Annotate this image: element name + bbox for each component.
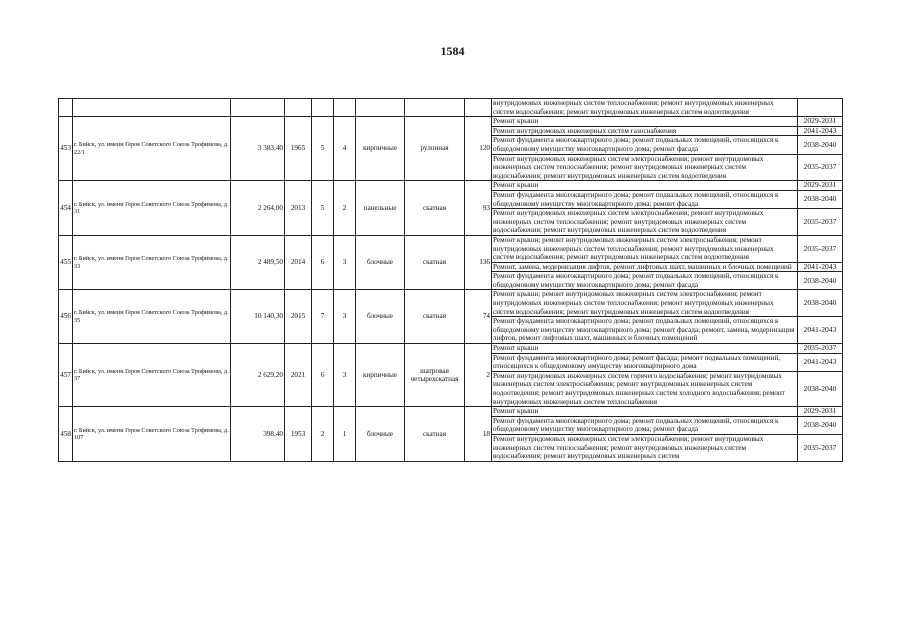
roof-cell: скатная bbox=[405, 181, 465, 236]
work-period-cell: 2038-2040 bbox=[798, 371, 843, 406]
floors-cell: 2 bbox=[312, 407, 334, 462]
apartments-cell: 18 bbox=[465, 407, 492, 462]
work-cell: внутридомовых инженерных систем теплоснабжения; ремонт внутридомовых инженерных систем водоснабжения; ремонт внутридомовых инженерных систем водоотведения bbox=[492, 99, 798, 117]
area-cell: 2 489,50 bbox=[231, 235, 285, 290]
work-period-cell: 2029-2031 bbox=[798, 181, 843, 191]
work-period-cell: 2041-2043 bbox=[798, 317, 843, 344]
entrances-cell: 1 bbox=[334, 407, 356, 462]
area-cell bbox=[231, 99, 285, 117]
roof-cell: скатная bbox=[405, 290, 465, 344]
entrances-cell: 3 bbox=[334, 344, 356, 407]
work-description-cell: Ремонт фундамента многоквартирного дома; ремонт подвальных помещений, относящихся к общедомовому имуществу многоквартирного дома; ремонт фасада bbox=[492, 416, 798, 434]
year-cell: 1953 bbox=[285, 407, 312, 462]
house-number-cell: 453 bbox=[59, 117, 73, 181]
work-period-cell: 2035-2037 bbox=[798, 344, 843, 354]
work-period-cell: 2029-2031 bbox=[798, 407, 843, 417]
walls-cell: блочные bbox=[356, 290, 405, 344]
work-description-cell: Ремонт фундамента многоквартирного дома; ремонт фасада; ремонт подвальных помещений, относящихся к общедомовому имуществу многоквартирного дома bbox=[492, 353, 798, 371]
floors-cell: 6 bbox=[312, 344, 334, 407]
work-period-cell: 2035-2037 bbox=[798, 209, 843, 236]
work-description-cell: Ремонт крыши bbox=[492, 117, 798, 127]
period-cell bbox=[798, 99, 843, 117]
address-cell: г. Бийск, ул. имени Героя Советского Союза Трофимова, д. 22/1 bbox=[73, 117, 231, 181]
work-period-cell: 2035-2037 bbox=[798, 434, 843, 461]
house-number-cell: 457 bbox=[59, 344, 73, 407]
area-cell: 398,40 bbox=[231, 407, 285, 462]
area-cell: 3 383,40 bbox=[231, 117, 285, 181]
house-number-cell: 458 bbox=[59, 407, 73, 462]
roof-cell: рулонная bbox=[405, 117, 465, 181]
address-cell: г. Бийск, ул. имени Героя Советского Союза Трофимова, д. 33 bbox=[73, 235, 231, 290]
work-description-cell: Ремонт внутридомовых инженерных систем газоснабжения bbox=[492, 126, 798, 136]
year-cell: 2013 bbox=[285, 181, 312, 236]
work-description-cell: Ремонт крыши; ремонт внутридомовых инженерных систем электроснабжения; ремонт внутридомовых инженерных систем теплоснабжения; ремонт внутридомовых инженерных систем водоснабжения; ремонт внутридомовых инженерных систем водоотведения bbox=[492, 290, 798, 317]
apartments-cell: 74 bbox=[465, 290, 492, 344]
walls-cell: панельные bbox=[356, 181, 405, 236]
apartments-cell: 136 bbox=[465, 235, 492, 290]
entrances-cell: 4 bbox=[334, 117, 356, 181]
roof-cell bbox=[405, 99, 465, 117]
work-description-cell: Ремонт крыши bbox=[492, 407, 798, 417]
year-cell: 2015 bbox=[285, 290, 312, 344]
roof-cell: скатная bbox=[405, 235, 465, 290]
work-period-cell: 2035-2037 bbox=[798, 154, 843, 181]
work-description-cell: Ремонт внутридомовых инженерных систем электроснабжения; ремонт внутридомовых инженерных систем теплоснабжения; ремонт внутридомовых инженерных систем водоснабжения; ремонт внутридомовых инженерных систем водоотведения bbox=[492, 154, 798, 181]
address-cell: г. Бийск, ул. имени Героя Советского Союза Трофимова, д. 31 bbox=[73, 181, 231, 236]
area-cell: 10 140,30 bbox=[231, 290, 285, 344]
floors-cell: 5 bbox=[312, 117, 334, 181]
work-period-cell: 2038-2040 bbox=[798, 272, 843, 290]
entrances-cell: 3 bbox=[334, 290, 356, 344]
continuation-row bbox=[59, 99, 843, 117]
roof-cell: шатровая четырехскатная bbox=[405, 344, 465, 407]
work-period-cell: 2038-2040 bbox=[798, 190, 843, 208]
address-cell: г. Бийск, ул. имени Героя Советского Союза Трофимова, д. 107 bbox=[73, 407, 231, 462]
apartments-cell: 120 bbox=[465, 117, 492, 181]
apartments-cell: 93 bbox=[465, 181, 492, 236]
floors-cell bbox=[312, 99, 334, 117]
address-cell bbox=[73, 99, 231, 117]
floors-cell: 5 bbox=[312, 181, 334, 236]
work-period-cell: 2041-2043 bbox=[798, 262, 843, 272]
work-period-cell: 2041-2043 bbox=[798, 126, 843, 136]
work-description-cell: Ремонт крыши bbox=[492, 181, 798, 191]
entrances-cell: 2 bbox=[334, 181, 356, 236]
work-description-cell: Ремонт фундамента многоквартирного дома; ремонт подвальных помещений, относящихся к общедомовому имуществу многоквартирного дома; ремонт фасада bbox=[492, 272, 798, 290]
work-description-cell: Ремонт внутридомовых инженерных систем электроснабжения; ремонт внутридомовых инженерных систем теплоснабжения; ремонт внутридомовых инженерных систем водоснабжения; ремонт внутридомовых инженерных систем водоотведения bbox=[492, 209, 798, 236]
work-period-cell: 2029-2031 bbox=[798, 117, 843, 127]
walls-cell: блочные bbox=[356, 407, 405, 462]
work-description-cell: Ремонт фундамента многоквартирного дома; ремонт подвальных помещений, относящихся к общедомовому имуществу многоквартирного дома; ремонт фасада; ремонт, замена, модернизация лифтов, ремонт лифтовых шахт, машинных и блочных помещений bbox=[492, 317, 798, 344]
work-description-cell: Ремонт фундамента многоквартирного дома; ремонт подвальных помещений, относящихся к общедомовому имуществу многоквартирного дома; ремонт фасада bbox=[492, 190, 798, 208]
area-cell: 2 264,00 bbox=[231, 181, 285, 236]
year-cell bbox=[285, 99, 312, 117]
work-period-cell: 2038-2040 bbox=[798, 136, 843, 154]
repair-program-table bbox=[58, 98, 843, 462]
work-period-cell: 2035-2037 bbox=[798, 235, 843, 262]
work-description-cell: Ремонт внутридомовых инженерных систем горячего водоснабжения; ремонт внутридомовых инженерных систем электроснабжения; ремонт внутридомовых инженерных систем водоотведения; ремонт внутридомовых инженерных систем холодного водоснабжения; ремонт внутридомовых инженерных систем теплоснабжения bbox=[492, 371, 798, 406]
work-period-cell: 2038-2040 bbox=[798, 290, 843, 317]
house-number-cell: 455 bbox=[59, 235, 73, 290]
work-description-cell: Ремонт крыши bbox=[492, 344, 798, 354]
table-row bbox=[59, 407, 843, 417]
work-period-cell: 2041-2043 bbox=[798, 353, 843, 371]
table-row bbox=[59, 344, 843, 354]
area-cell: 2 629,20 bbox=[231, 344, 285, 407]
page-number: 1584 bbox=[440, 44, 465, 58]
floors-cell: 6 bbox=[312, 235, 334, 290]
table-row bbox=[59, 290, 843, 317]
apartments-cell: 2 bbox=[465, 344, 492, 407]
entrances-cell bbox=[334, 99, 356, 117]
apartments-cell bbox=[465, 99, 492, 117]
walls-cell: кирпичные bbox=[356, 117, 405, 181]
walls-cell: кирпичные bbox=[356, 344, 405, 407]
num-cell bbox=[59, 99, 73, 117]
address-cell: г. Бийск, ул. имени Героя Советского Союза Трофимова, д. 37 bbox=[73, 344, 231, 407]
work-description-cell: Ремонт, замена, модернизация лифтов, ремонт лифтовых шахт, машинных и блочных помещений bbox=[492, 262, 798, 272]
address-cell: г. Бийск, ул. имени Героя Советского Союза Трофимова, д. 35 bbox=[73, 290, 231, 344]
house-number-cell: 456 bbox=[59, 290, 73, 344]
year-cell: 2021 bbox=[285, 344, 312, 407]
table-row bbox=[59, 235, 843, 262]
floors-cell: 7 bbox=[312, 290, 334, 344]
work-description-cell: Ремонт фундамента многоквартирного дома; ремонт подвальных помещений, относящихся к общедомовому имуществу многоквартирного дома; ремонт фасада bbox=[492, 136, 798, 154]
year-cell: 2014 bbox=[285, 235, 312, 290]
year-cell: 1965 bbox=[285, 117, 312, 181]
walls-cell bbox=[356, 99, 405, 117]
table-row bbox=[59, 181, 843, 191]
walls-cell: блочные bbox=[356, 235, 405, 290]
house-number-cell: 454 bbox=[59, 181, 73, 236]
work-period-cell: 2038-2040 bbox=[798, 416, 843, 434]
roof-cell: скатная bbox=[405, 407, 465, 462]
table-row bbox=[59, 117, 843, 127]
work-description-cell: Ремонт внутридомовых инженерных систем электроснабжения; ремонт внутридомовых инженерных систем теплоснабжения; ремонт внутридомовых инженерных систем водоснабжения; ремонт внутридомовых инженерных систем bbox=[492, 434, 798, 461]
entrances-cell: 3 bbox=[334, 235, 356, 290]
work-description-cell: Ремонт крыши; ремонт внутридомовых инженерных систем электроснабжения; ремонт внутридомовых инженерных систем теплоснабжения; ремонт внутридомовых инженерных систем водоснабжения; ремонт внутридомовых инженерных систем водоотведения bbox=[492, 235, 798, 262]
